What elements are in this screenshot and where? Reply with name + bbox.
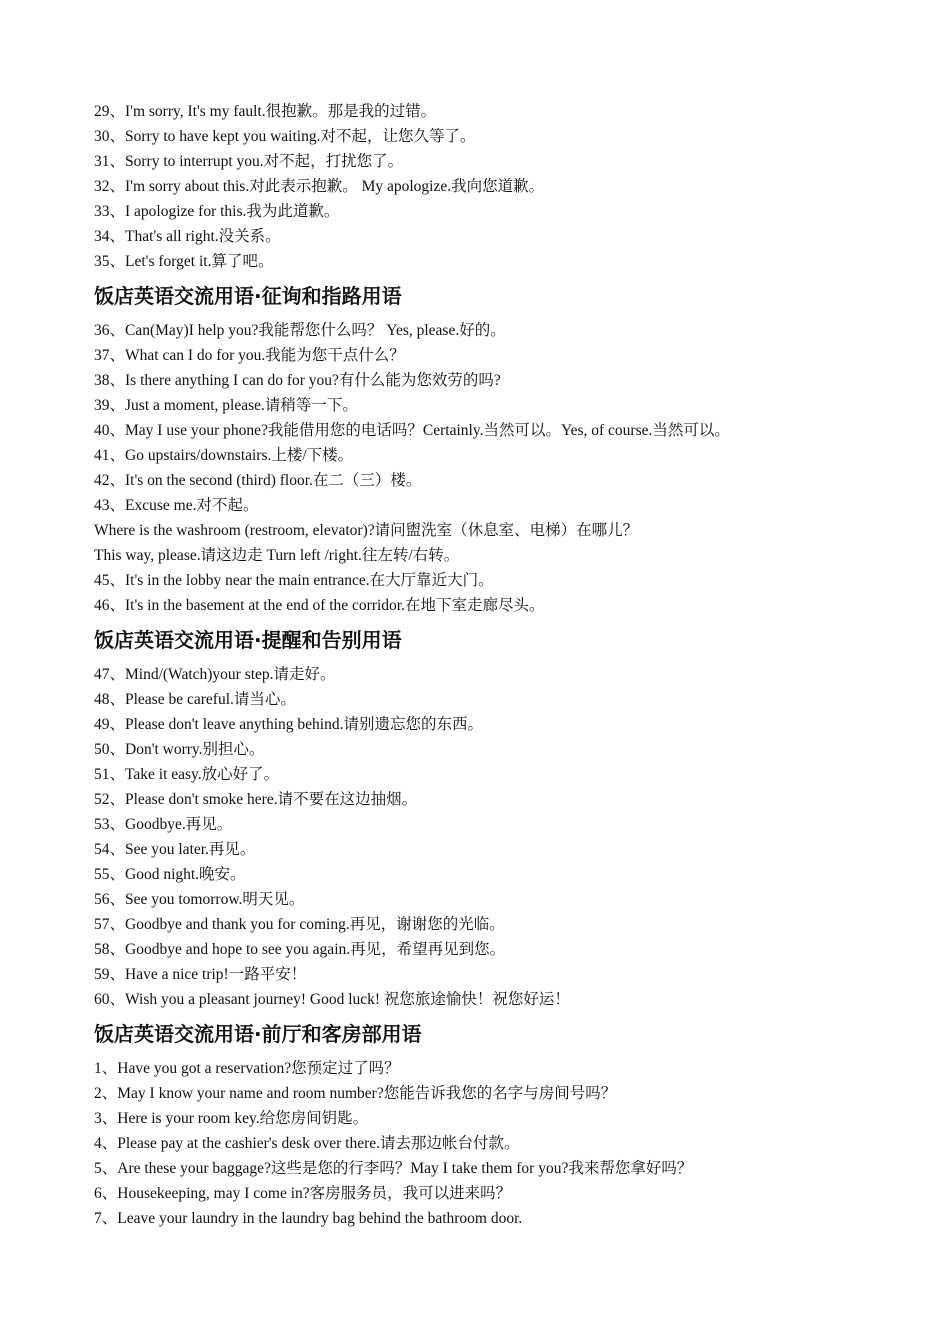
phrase-line: 45、It's in the lobby near the main entrance.在大厅靠近大门。 bbox=[94, 572, 494, 589]
section-reminders-farewells bbox=[94, 626, 914, 1012]
phrase-line: 2、May I know your name and room number?您能告诉我您的名字与房间号吗？ bbox=[94, 1085, 617, 1102]
phrase-line: Where is the washroom (restroom, elevator)?请问盥洗室（休息室、电梯）在哪儿？ bbox=[94, 522, 639, 539]
phrase-line: 5、Are these your baggage?这些是您的行李吗？May I take them for you?我来帮您拿好吗？ bbox=[94, 1160, 693, 1177]
phrase-line: 41、Go upstairs/downstairs.上楼/下楼。 bbox=[94, 447, 354, 464]
phrase-line: 7、Leave your laundry in the laundry bag behind the bathroom door. bbox=[94, 1210, 523, 1227]
phrase-line: 55、Good night.晚安。 bbox=[94, 866, 246, 883]
phrase-line: 59、Have a nice trip!一路平安！ bbox=[94, 966, 307, 983]
phrase-line: This way, please.请这边走 Turn left /right.往左转/右转。 bbox=[94, 547, 460, 564]
phrase-line: 32、I'm sorry about this.对此表示抱歉。 My apologize.我向您道歉。 bbox=[94, 178, 545, 195]
phrase-line: 1、Have you got a reservation?您预定过了吗？ bbox=[94, 1060, 400, 1077]
document-page bbox=[94, 99, 914, 1231]
phrase-line: 51、Take it easy.放心好了。 bbox=[94, 766, 280, 783]
phrase-line: 53、Goodbye.再见。 bbox=[94, 816, 233, 833]
phrase-line: 57、Goodbye and thank you for coming.再见，谢谢您的光临。 bbox=[94, 916, 505, 933]
phrase-line: 58、Goodbye and hope to see you again.再见，希望再见到您。 bbox=[94, 941, 506, 958]
phrase-line: 49、Please don't leave anything behind.请别遗忘您的东西。 bbox=[94, 716, 483, 733]
section-apologies bbox=[94, 99, 914, 274]
section-heading: 饭店英语交流用语·前厅和客房部用语 bbox=[94, 1022, 422, 1046]
phrase-line: 4、Please pay at the cashier's desk over there.请去那边帐台付款。 bbox=[94, 1135, 520, 1152]
phrase-line: 35、Let's forget it.算了吧。 bbox=[94, 253, 274, 270]
phrase-line: 37、What can I do for you.我能为您干点什么？ bbox=[94, 347, 405, 364]
phrase-line: 29、I'm sorry, It's my fault.很抱歉。那是我的过错。 bbox=[94, 103, 437, 120]
phrase-line: 3、Here is your room key.给您房间钥匙。 bbox=[94, 1110, 369, 1127]
phrase-line: 54、See you later.再见。 bbox=[94, 841, 256, 858]
phrase-line: 36、Can(May)I help you?我能帮您什么吗？ Yes, please.好的。 bbox=[94, 322, 506, 339]
phrase-line: 60、Wish you a pleasant journey! Good luck! 祝您旅途愉快！祝您好运！ bbox=[94, 991, 570, 1008]
phrase-line: 47、Mind/(Watch)your step.请走好。 bbox=[94, 666, 336, 683]
phrase-line: 52、Please don't smoke here.请不要在这边抽烟。 bbox=[94, 791, 418, 808]
phrase-line: 31、Sorry to interrupt you.对不起，打扰您了。 bbox=[94, 153, 404, 170]
phrase-line: 43、Excuse me.对不起。 bbox=[94, 497, 259, 514]
section-heading: 饭店英语交流用语·征询和指路用语 bbox=[94, 284, 402, 308]
phrase-line: 30、Sorry to have kept you waiting.对不起，让您久等了。 bbox=[94, 128, 476, 145]
phrase-line: 56、See you tomorrow.明天见。 bbox=[94, 891, 305, 908]
phrase-line: 39、Just a moment, please.请稍等一下。 bbox=[94, 397, 358, 414]
phrase-line: 40、May I use your phone?我能借用您的电话吗？Certainly.当然可以。Yes, of course.当然可以。 bbox=[94, 422, 730, 439]
phrase-line: 50、Don't worry.别担心。 bbox=[94, 741, 265, 758]
phrase-line: 46、It's in the basement at the end of the corridor.在地下室走廊尽头。 bbox=[94, 597, 545, 614]
phrase-line: 33、I apologize for this.我为此道歉。 bbox=[94, 203, 340, 220]
phrase-line: 38、Is there anything I can do for you?有什么能为您效劳的吗? bbox=[94, 372, 501, 389]
section-inquiry-directions bbox=[94, 282, 914, 618]
section-heading: 饭店英语交流用语·提醒和告别用语 bbox=[94, 628, 402, 652]
phrase-line: 6、Housekeeping, may I come in?客房服务员，我可以进来吗？ bbox=[94, 1185, 512, 1202]
phrase-line: 42、It's on the second (third) floor.在二（三）楼。 bbox=[94, 472, 422, 489]
section-front-desk-housekeeping bbox=[94, 1020, 914, 1231]
phrase-line: 34、That's all right.没关系。 bbox=[94, 228, 281, 245]
phrase-line: 48、Please be careful.请当心。 bbox=[94, 691, 296, 708]
